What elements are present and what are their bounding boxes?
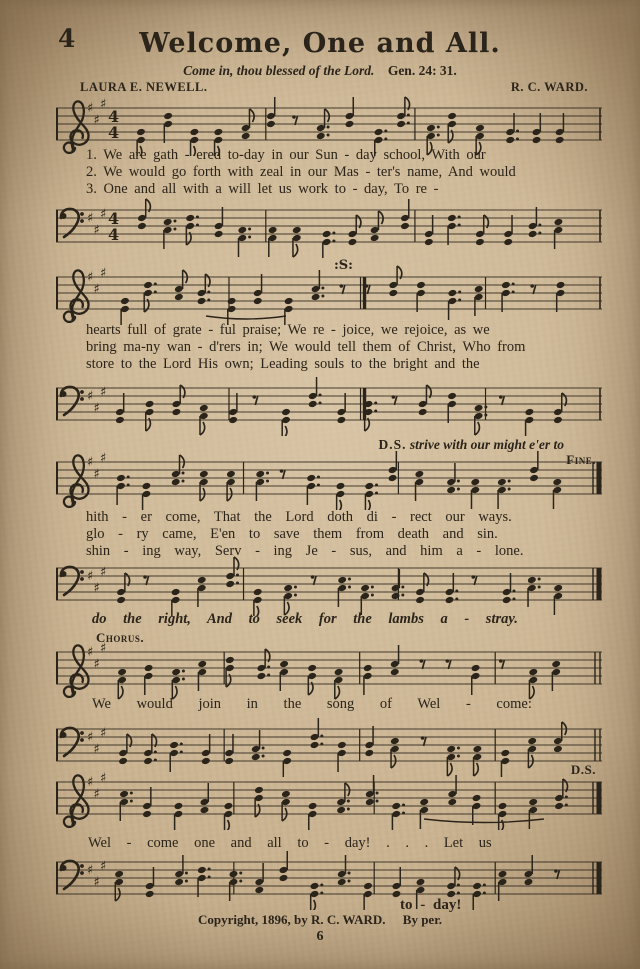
- svg-text:♯: ♯: [100, 771, 107, 786]
- svg-text:♯: ♯: [93, 282, 100, 297]
- lyrics-system3-verse2: glo - ry came, E'en to save them from death and sin.: [86, 526, 498, 542]
- lyricist-credit: LAURA E. NEWELL.: [80, 80, 208, 94]
- lyrics-system3-verse1: hith - er come, That the Lord doth di - rect our ways.: [86, 509, 512, 525]
- svg-text:4: 4: [108, 225, 120, 244]
- svg-text:4: 4: [108, 107, 120, 126]
- lyrics-system2-verse3: store to the Lord His own; Leading souls to the bright and the: [86, 356, 480, 372]
- svg-text:♯: ♯: [87, 863, 94, 878]
- svg-text:♯: ♯: [93, 401, 100, 416]
- permission-text: By per.: [402, 912, 443, 927]
- svg-text:♯: ♯: [87, 569, 94, 584]
- copyright-text: Copyright, 1896, by R. C. WARD.: [197, 912, 386, 927]
- svg-text:4: 4: [108, 123, 120, 142]
- system5-bass-staff: [56, 846, 602, 910]
- svg-text:♯: ♯: [100, 451, 107, 466]
- chorus-label: Chorus.: [96, 630, 145, 645]
- svg-text:♯: ♯: [100, 565, 107, 580]
- composer-credit: R. C. WARD.: [510, 80, 588, 94]
- svg-text:♯: ♯: [93, 875, 100, 890]
- svg-text:♯: ♯: [100, 207, 107, 222]
- system1-bass-staff: [56, 194, 602, 258]
- svg-text:♯: ♯: [100, 385, 107, 400]
- lyrics-interlude: do the right, And to seek for the lambs a - stray.: [92, 611, 518, 627]
- scripture-reference: Gen. 24: 31.: [387, 63, 457, 78]
- svg-text:♯: ♯: [87, 211, 94, 226]
- svg-text:♯: ♯: [93, 581, 100, 596]
- page-title: Welcome, One and All.: [139, 28, 501, 59]
- lyrics-chorus-line: We would join in the song of Wel - come:: [92, 696, 532, 712]
- svg-text:♯: ♯: [93, 113, 100, 128]
- lyrics-verse2: 2. We would go forth with zeal in our Mas - ter's name, And would: [86, 164, 516, 180]
- system3-treble-staff: [56, 446, 602, 510]
- lyrics-verse3: 3. One and all with a will let us work to - day, To re -: [86, 181, 439, 197]
- system3-bass-staff: [56, 552, 602, 616]
- svg-text:♯: ♯: [87, 730, 94, 745]
- scripture-line: [0, 63, 640, 79]
- copyright-line: [0, 912, 640, 928]
- svg-text:♯: ♯: [93, 467, 100, 482]
- ds-text: strive with our might e'er to: [409, 437, 564, 452]
- svg-text:♯: ♯: [100, 859, 107, 874]
- system5-treble-staff: [56, 766, 602, 830]
- system2-bass-staff: [56, 372, 602, 436]
- page-number-bottom: 6: [316, 929, 324, 944]
- ds-label: D.S.: [378, 437, 407, 452]
- svg-text:♯: ♯: [87, 270, 94, 285]
- svg-text:♯: ♯: [87, 101, 94, 116]
- svg-text:♯: ♯: [87, 645, 94, 660]
- svg-text:♯: ♯: [93, 223, 100, 238]
- scripture-quote: Come in, thou blessed of the Lord.: [183, 63, 375, 78]
- svg-text:♯: ♯: [93, 787, 100, 802]
- lyrics-system3-verse3: shin - ing way, Serv - ing Je - sus, and him a - lone.: [86, 543, 524, 559]
- lyrics-system2-verse2: bring ma-ny wan - d'rers in; We would tell them of Christ, Who from: [86, 339, 526, 355]
- svg-text:♯: ♯: [100, 266, 107, 281]
- lyrics-verse1: 1. We are gath - ered to-day in our Sun - day school, With our: [86, 147, 486, 163]
- page-number-top: 4: [58, 24, 76, 53]
- system2-treble-staff: [56, 261, 602, 325]
- svg-text:♯: ♯: [93, 657, 100, 672]
- lyrics-tail: to - day!: [400, 897, 462, 913]
- lyrics-system5-line: Wel - come one and all to - day! . . . Let us: [88, 835, 492, 851]
- fine-mark: Fine.: [566, 452, 596, 467]
- svg-text:♯: ♯: [100, 641, 107, 656]
- svg-text:4: 4: [108, 209, 120, 228]
- svg-text:♯: ♯: [87, 455, 94, 470]
- svg-text:♯: ♯: [93, 742, 100, 757]
- ds-right-mark: D.S.: [570, 762, 596, 777]
- lyrics-system2-verse1: hearts full of grate - ful praise; We re - joice, we rejoice, as we: [86, 322, 490, 338]
- svg-text:♯: ♯: [100, 726, 107, 741]
- svg-text:♯: ♯: [87, 775, 94, 790]
- segno-mark: :S:: [334, 258, 353, 273]
- system4-treble-staff: [56, 636, 602, 700]
- svg-text:♯: ♯: [100, 97, 107, 112]
- svg-text:♯: ♯: [87, 389, 94, 404]
